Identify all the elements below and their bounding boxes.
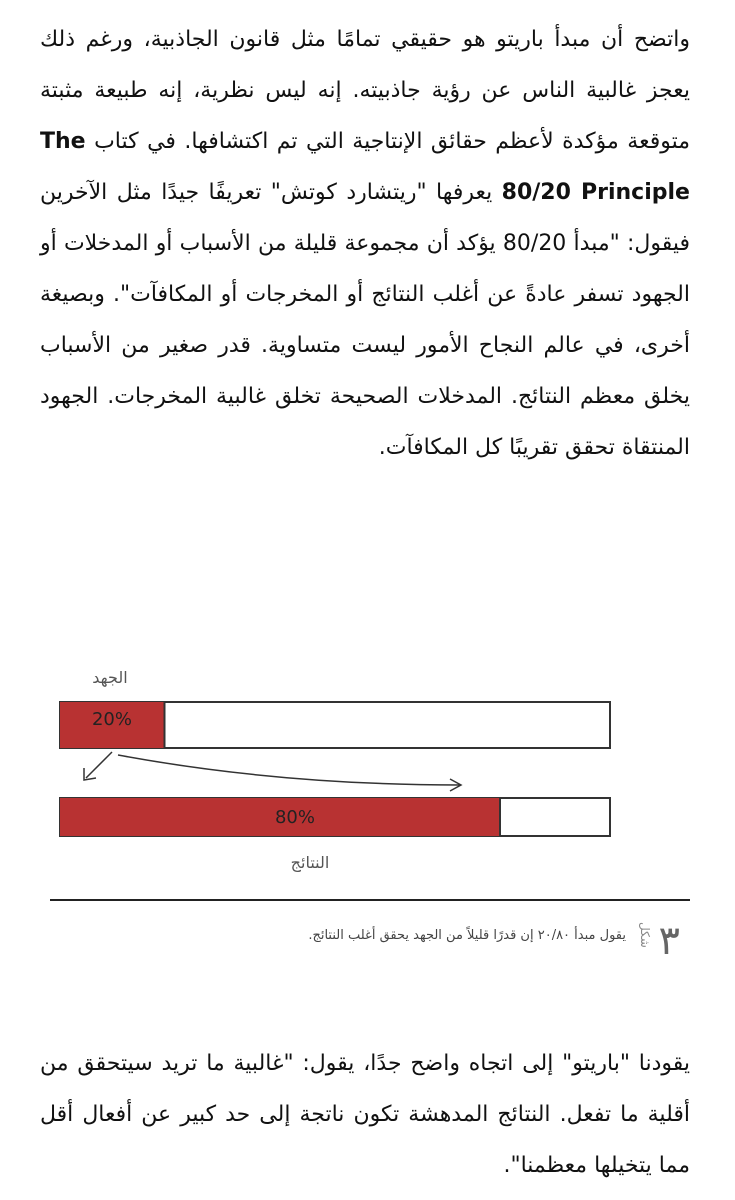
figure-number: ٣: [658, 918, 680, 964]
arrow-left: [84, 752, 112, 780]
paragraph-1-text-b: يعرفها "ريتشارد كوتش" تعريفًا جيدًا مثل الآخرين فيقول: "مبدأ 80/20 يؤكد أن مجموعة قليلة من الأسباب أو المدخلات أو الجهود تسفر عادةً عن أغلب النتائج أو المخرجات أو المكافآت". وبصيغة أخرى، في عالم النجاح الأمور ليست متساوية. قدر صغير من الأسباب يخلق معظم النتائج. المدخلات الصحيحة تخلق غالبية المخرجات. الجهود المنتقاة تحقق تقريبًا كل المكافآت.: [40, 180, 690, 460]
results-value: 80%: [274, 807, 316, 828]
results-label: النتائج: [290, 853, 330, 872]
figure-word: شكل: [638, 922, 652, 948]
caption-text: يقول مبدأ ٢٠/٨٠ إن قدرًا قليلاً من الجهد يحقق أغلب النتائج.: [308, 928, 626, 943]
effort-value: 20%: [91, 709, 133, 730]
paragraph-1-text-a: واتضح أن مبدأ باريتو هو حقيقي تمامًا مثل قانون الجاذبية، ورغم ذلك يعجز غالبية الناس عن رؤية جاذبيته. إنه ليس نظرية، إنه طبيعة مثبتة متوقعة مؤكدة لأعظم حقائق الإنتاجية التي تم اكتشافها. في كتاب: [40, 27, 690, 154]
book-title: The 80/20 Principle: [40, 129, 690, 205]
pareto-figure: [40, 660, 700, 920]
paragraph-1: [40, 14, 690, 473]
arrow-right: [118, 755, 461, 791]
effort-label: الجهد: [92, 668, 128, 687]
figure-caption: [40, 918, 680, 978]
paragraph-2: يقودنا "باريتو" إلى اتجاه واضح جدًا، يقول: "غالبية ما تريد سيتحقق من أقلية ما تفعل. النتائج المدهشة تكون ناتجة إلى حد كبير عن أفعال أقل مما يتخيلها معظمنا".: [40, 1051, 690, 1178]
